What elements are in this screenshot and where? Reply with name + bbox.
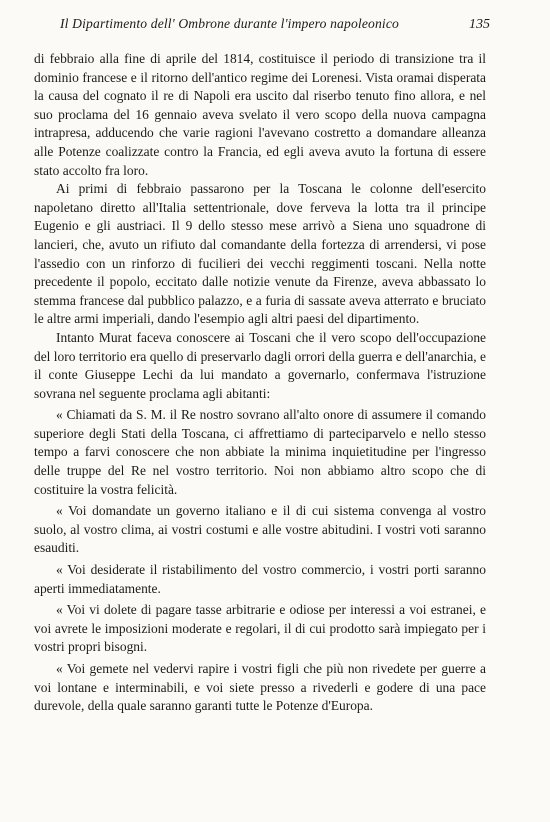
paragraph-continuation: di febbraio alla fine di aprile del 1814, costituisce il periodo di transizione tra il dominio francese e il ritorno dell'antico regime dei Lorenesi. Vista oramai disperata la causa del cognato il re di Napoli era uscito dal riserbo tenuto fino allora, e nel suo proclama del 16 gennaio aveva svelato il vero scopo della nuova campagna intrapresa, adducendo che varie ragioni l'avevano costretto a domandare alleanza alle Potenze coalizzate contro la Francia, ed egli aveva avuto la fortuna di essere stato accolto fra loro. (34, 51, 486, 178)
paragraph-neapolitan-army: Ai primi di febbraio passarono per la Toscana le colonne dell'esercito napoletano diretto all'Italia settentrionale, dove ferveva la lotta tra il principe Eugenio e gli austriaci. Il 9 dello stesso mese arrivò a Siena uno squadrone di lancieri, che, avuto un rifiuto dal comandante della fortezza di arrendersi, vi pose l'assedio con un rinforzo di fucilieri dei vecchi reggimenti toscani. Nella notte precedente il popolo, eccitato dalle notizie venute da Firenze, aveva abbassato lo stemma francese dal pubblico palazzo, e a furia di sassate aveva atterrato e bruciato le altre armi imperiali, dando l'esempio agli altri paesi del dipartimento. (34, 181, 486, 327)
proclamation-paragraph: « Voi desiderate il ristabilimento del vostro commercio, i vostri porti saranno aperti immediatamente. (34, 562, 486, 596)
proclamation-paragraph: « Voi vi dolete di pagare tasse arbitrarie e odiose per interessi a voi estranei, e voi avrete le imposizioni moderate e regolari, il di cui prodotto sarà impiegato per i vostri propri bisogni. (34, 602, 486, 655)
proclamation-paragraph: « Voi domandate un governo italiano e il di cui sistema convenga al vostro suolo, al vostro clima, ai vostri costumi e alle vostre abitudini. I vostri voti saranno esauditi. (34, 503, 486, 556)
body-text (34, 50, 486, 716)
proclamation-paragraph: « Chiamati da S. M. il Re nostro sovrano all'alto onore di assumere il comando superiore degli Stati della Toscana, ci affrettiamo di parteciparvelo e nello stesso tempo a farvi conoscere che non abbiate la minima inquietitudine per l'ingresso delle truppe del Re nel vostro territorio. Noi non abbiamo altro scopo che di costituire la vostra felicità. (34, 407, 486, 497)
page-number: 135 (469, 17, 490, 32)
running-title: Il Dipartimento dell' Ombrone durante l'impero napoleonico (60, 16, 399, 31)
proclamation-paragraph: « Voi gemete nel vedervi rapire i vostri figli che più non rivedete per guerre a voi lontane e interminabili, e voi siete presso a rivederli e godere di una pace durevole, della quale saranno garanti tutte le Potenze d'Europa. (34, 661, 486, 714)
paragraph-murat: Intanto Murat faceva conoscere ai Toscani che il vero scopo dell'occupazione del loro territorio era quello di preservarlo dagli orrori della guerra e dell'anarchia, e il conte Giuseppe Lechi da lui mandato a governarlo, confermava l'istruzione sovrana nel seguente proclama agli abitanti: (34, 329, 486, 401)
page-header (60, 16, 490, 38)
